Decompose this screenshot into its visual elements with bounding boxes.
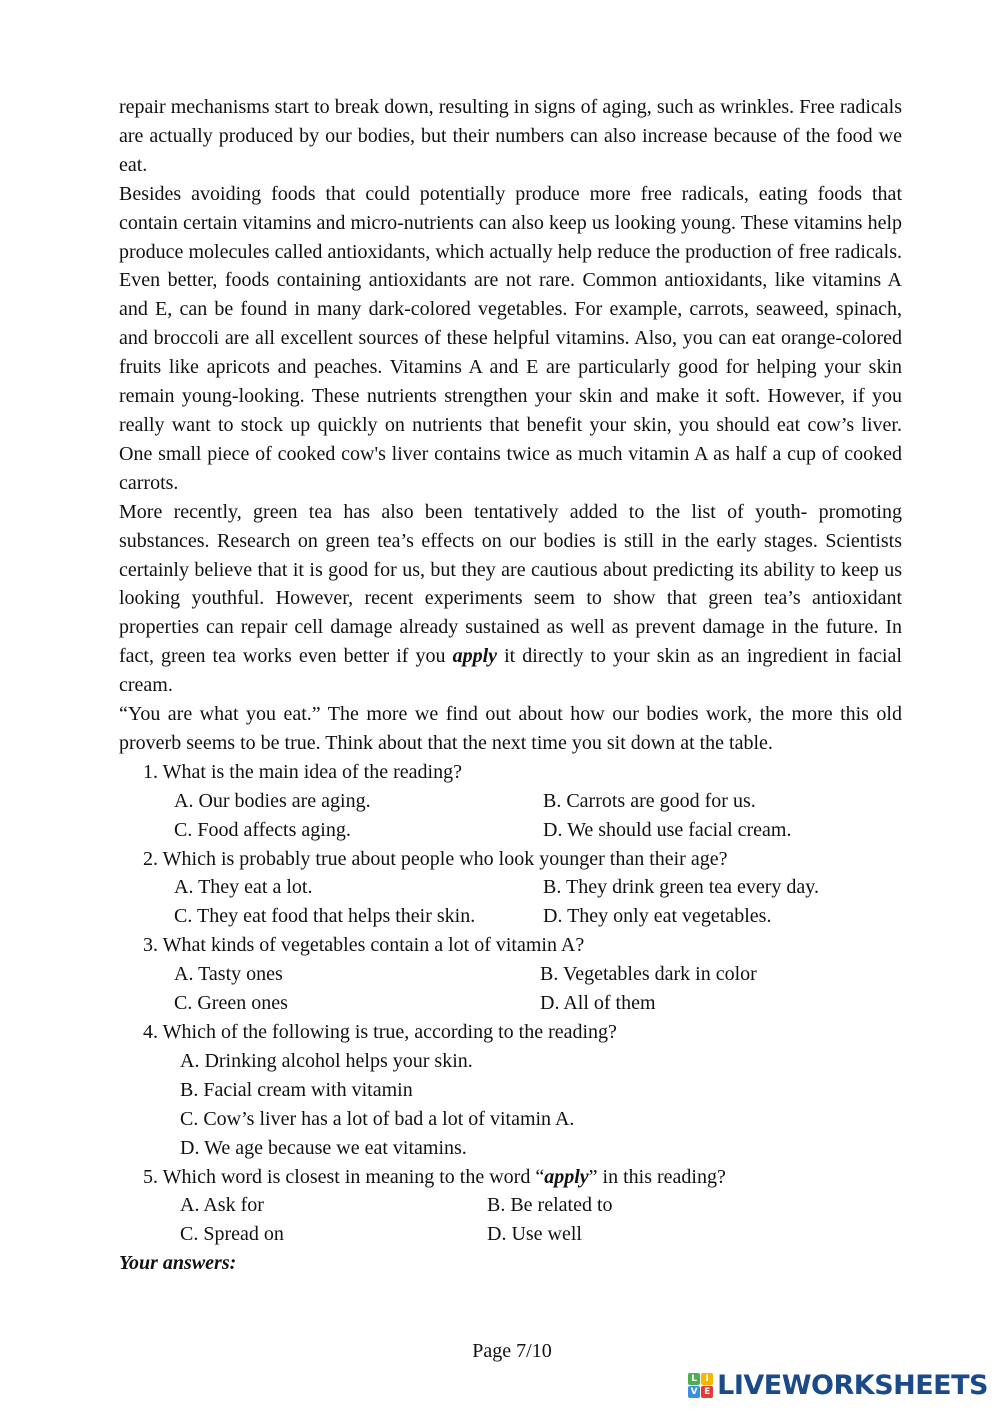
- question-2-options: [119, 873, 902, 931]
- question-5-emphasized-word: apply: [544, 1165, 589, 1188]
- question-4-option-c: C. Cow’s liver has a lot of bad a lot of vitamin A.: [180, 1107, 575, 1130]
- logo-block-e: E: [701, 1386, 713, 1398]
- question-1-prompt: 1. What is the main idea of the reading?: [143, 760, 462, 783]
- your-answers-label: Your answers:: [119, 1252, 237, 1275]
- question-4-option-d: D. We age because we eat vitamins.: [180, 1136, 467, 1159]
- liveworksheets-logo[interactable]: [688, 1372, 988, 1399]
- question-3-option-b: B. Vegetables dark in color: [540, 963, 757, 986]
- question-3-option-c: C. Green ones: [174, 992, 288, 1015]
- question-2-option-b: B. They drink green tea every day.: [543, 876, 820, 899]
- emphasized-word-apply: apply: [452, 645, 498, 668]
- question-3-options: [119, 960, 902, 1018]
- logo-block-l: L: [688, 1373, 700, 1385]
- logo-block-i: I: [701, 1373, 713, 1385]
- question-5-option-d: D. Use well: [487, 1223, 582, 1246]
- question-1-option-b: B. Carrots are good for us.: [543, 789, 756, 812]
- question-1-options: [119, 787, 902, 845]
- question-5-option-a: A. Ask for: [180, 1194, 264, 1217]
- worksheet-page: [119, 93, 902, 1278]
- passage-paragraph-4: “You are what you eat.” The more we find out about how our bodies work, the more this old proverb seems to be true. Think about that the next time you sit down at the table.: [119, 703, 902, 754]
- passage-paragraph-1: repair mechanisms start to break down, resulting in signs of aging, such as wrinkles. Free radicals are actually produced by our bodies, but their numbers can also increase because of the food we eat.: [119, 96, 902, 176]
- question-5-prompt-end: ” in this reading?: [588, 1165, 726, 1188]
- question-4-options: [119, 1047, 902, 1163]
- passage-paragraph-3: [119, 498, 902, 700]
- question-1-option-d: D. We should use facial cream.: [543, 818, 792, 841]
- question-2-option-c: C. They eat food that helps their skin.: [174, 905, 476, 928]
- page-number: Page 7/10: [472, 1340, 552, 1362]
- question-2-prompt: 2. Which is probably true about people who look younger than their age?: [143, 847, 728, 870]
- question-3-prompt: 3. What kinds of vegetables contain a lot of vitamin A?: [143, 934, 585, 957]
- live-blocks-icon: [688, 1373, 713, 1398]
- question-5-option-c: C. Spread on: [180, 1223, 284, 1246]
- question-1-option-c: C. Food affects aging.: [174, 818, 351, 841]
- passage-paragraph-3-start: More recently, green tea has also been tentatively added to the list of youth- promoting substances. Research on green tea’s effects on our bodies is still in the early stages. Scientists certainly believe that it is good for us, but they are cautious about predicting its ability to keep us looking youthful. However, recent experiments seem to show that green tea’s antioxidant properties can repair cell damage already sustained as well as prevent damage in the future. In fact, green tea works even better if you: [119, 500, 902, 668]
- question-1-option-a: A. Our bodies are aging.: [174, 789, 371, 812]
- question-5-options: [119, 1191, 902, 1249]
- passage-paragraph-2: Besides avoiding foods that could potentially produce more free radicals, eating foods that contain certain vitamins and micro-nutrients can also keep us looking young. These vitamins help produce molecules called antioxidants, which actually help reduce the production of free radicals. Even better, foods containing antioxidants are not rare. Common antioxidants, like vitamins A and E, can be found in many dark-colored vegetables. For example, carrots, seaweed, spinach, and broccoli are all excellent sources of these helpful vitamins. Also, you can eat orange-colored fruits like apricots and peaches. Vitamins A and E are particularly good for helping your skin remain young-looking. These nutrients strengthen your skin and make it soft. However, if you really want to stock up quickly on nutrients that benefit your skin, you should eat cow’s liver. One small piece of cooked cow's liver contains twice as much vitamin A as half a cup of cooked carrots.: [119, 182, 902, 494]
- question-4-option-b: B. Facial cream with vitamin: [180, 1078, 413, 1101]
- question-5-option-b: B. Be related to: [487, 1194, 613, 1217]
- logo-wordmark: LIVEWORKSHEETS: [717, 1370, 988, 1401]
- question-5-prompt-start: 5. Which word is closest in meaning to the word “: [143, 1165, 545, 1188]
- passage-paragraph-3-end: it directly to your skin as an ingredient in facial cream.: [119, 645, 902, 697]
- question-2-option-d: D. They only eat vegetables.: [543, 905, 772, 928]
- question-4-option-a: A. Drinking alcohol helps your skin.: [180, 1049, 473, 1072]
- question-4-prompt: 4. Which of the following is true, according to the reading?: [143, 1021, 617, 1043]
- question-3-option-a: A. Tasty ones: [174, 963, 283, 986]
- logo-block-v: V: [688, 1386, 700, 1398]
- question-2-option-a: A. They eat a lot.: [174, 876, 313, 899]
- question-3-option-d: D. All of them: [540, 992, 656, 1015]
- question-5-prompt: [119, 1163, 902, 1192]
